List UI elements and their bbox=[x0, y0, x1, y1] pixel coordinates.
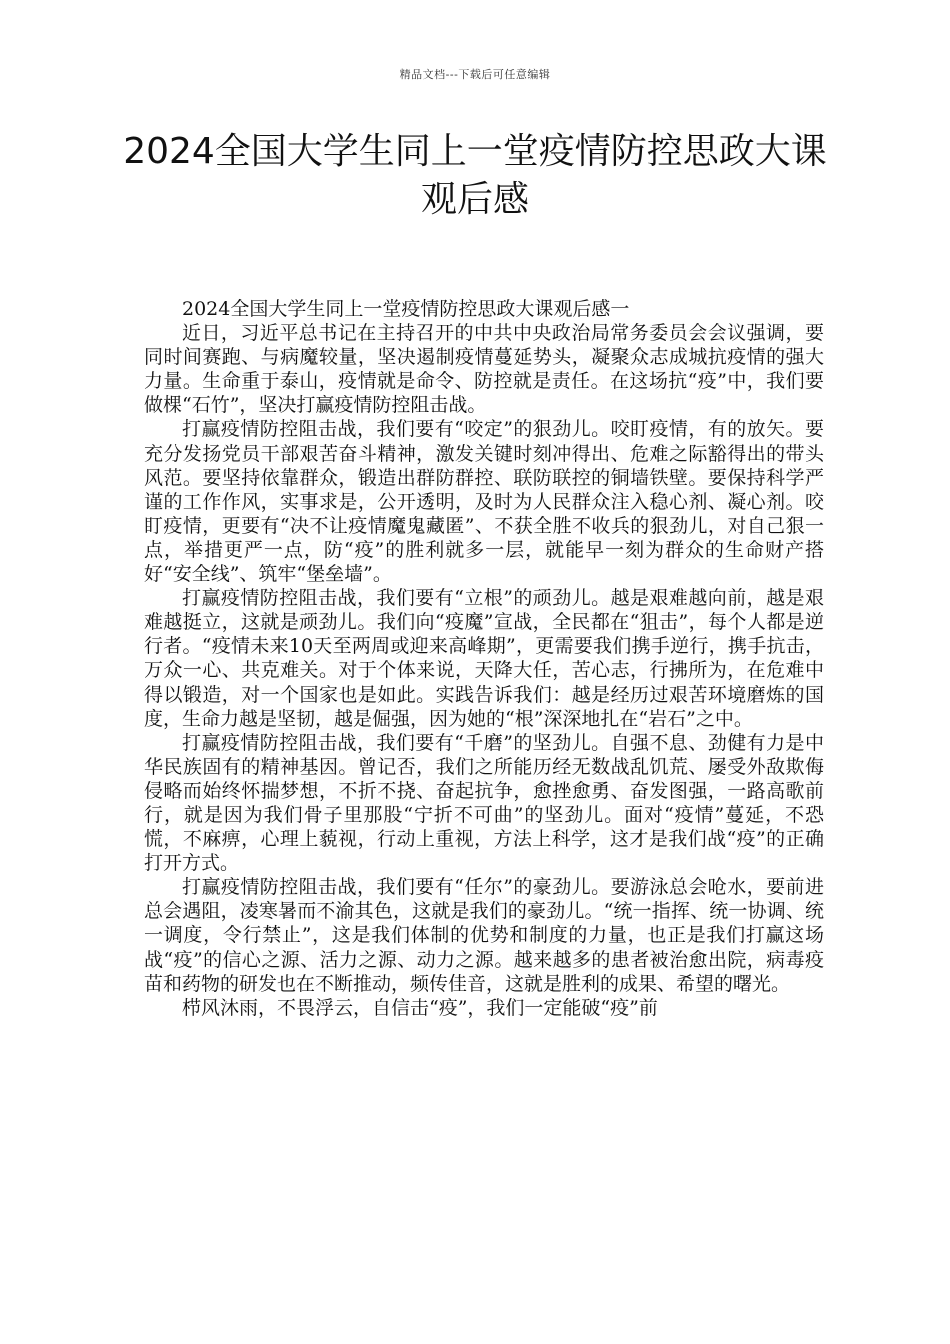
paragraph: 栉风沐雨，不畏浮云，自信击“疫”，我们一定能破“疫”前 bbox=[182, 996, 658, 1019]
header-note: 精品文档---下载后可任意编辑 bbox=[399, 68, 551, 81]
paragraph: 打赢疫情防控阻击战，我们要有“千磨”的坚劲儿。自强不息、劲健有力是中华民族固有的精神基因。曾记否，我们之所能历经无数战乱饥荒、屡受外敌欺侮侵略而始终怀揣梦想，不折不挠、奋起抗争，愈挫愈勇、奋发图强，一路高歌前行，就是因为我们骨子里那股“宁折不可曲”的坚劲儿。面对“疫情”蔓延，不恐慌，不麻痹，心理上藐视，行动上重视，方法上科学，这才是我们战“疫”的正确打开方式。 bbox=[144, 731, 824, 875]
paragraph-subtitle: 2024全国大学生同上一堂疫情防控思政大课观后感一 bbox=[182, 298, 630, 320]
paragraph: 打赢疫情防控阻击战，我们要有“任尔”的豪劲儿。要游泳总会呛水，要前进总会遇阻，凌寒暑而不渝其色，这就是我们的豪劲儿。“统一指挥、统一协调、统一调度，令行禁止”，这是我们体制的优势和制度的力量，也正是我们打赢这场战“疫”的信心之源、活力之源、动力之源。越来越多的患者被治愈出院，病毒疫苗和药物的研发也在不断推动，频传佳音，这就是胜利的成果、希望的曙光。 bbox=[144, 876, 824, 995]
paragraph: 近日，习近平总书记在主持召开的中共中央政治局常务委员会会议强调，要同时间赛跑、与病魔较量，坚决遏制疫情蔓延势头，凝聚众志成城抗疫情的强大力量。生命重于泰山，疫情就是命令、防控就是责任。在这场抗“疫”中，我们要做棵“石竹”，坚决打赢疫情防控阻击战。 bbox=[144, 322, 824, 417]
document-title: 2024全国大学生同上一堂疫情防控思政大课观后感 bbox=[123, 131, 827, 220]
document-body bbox=[144, 297, 824, 1020]
paragraph: 打赢疫情防控阻击战，我们要有“立根”的顽劲儿。越是艰难越向前，越是艰难越挺立，这就是顽劲儿。我们向“疫魔”宣战，全民都在“狙击”，每个人都是逆行者。“疫情未来10天至两周或迎来高峰期”，更需要我们携手逆行，携手抗击，万众一心、共克难关。对于个体来说，天降大任，苦心志，行拂所为，在危难中得以锻造，对一个国家也是如此。实践告诉我们：越是经历过艰苦环境磨炼的国度，生命力越是坚韧，越是倔强，因为她的“根”深深地扎在“岩石”之中。 bbox=[144, 587, 824, 730]
paragraph: 打赢疫情防控阻击战，我们要有“咬定”的狠劲儿。咬盯疫情，有的放矢。要充分发扬党员干部艰苦奋斗精神，激发关键时刻冲得出、危难之际豁得出的带头风范。要坚持依靠群众，锻造出群防群控、联防联控的铜墙铁壁。要保持科学严谨的工作作风，实事求是，公开透明，及时为人民群众注入稳心剂、凝心剂。咬盯疫情，更要有“决不让疫情魔鬼藏匿”、不获全胜不收兵的狠劲儿，对自己狠一点，举措更严一点，防“疫”的胜利就多一层，就能早一刻为群众的生命财产搭好“安全线”、筑牢“堡垒墙”。 bbox=[144, 418, 824, 586]
